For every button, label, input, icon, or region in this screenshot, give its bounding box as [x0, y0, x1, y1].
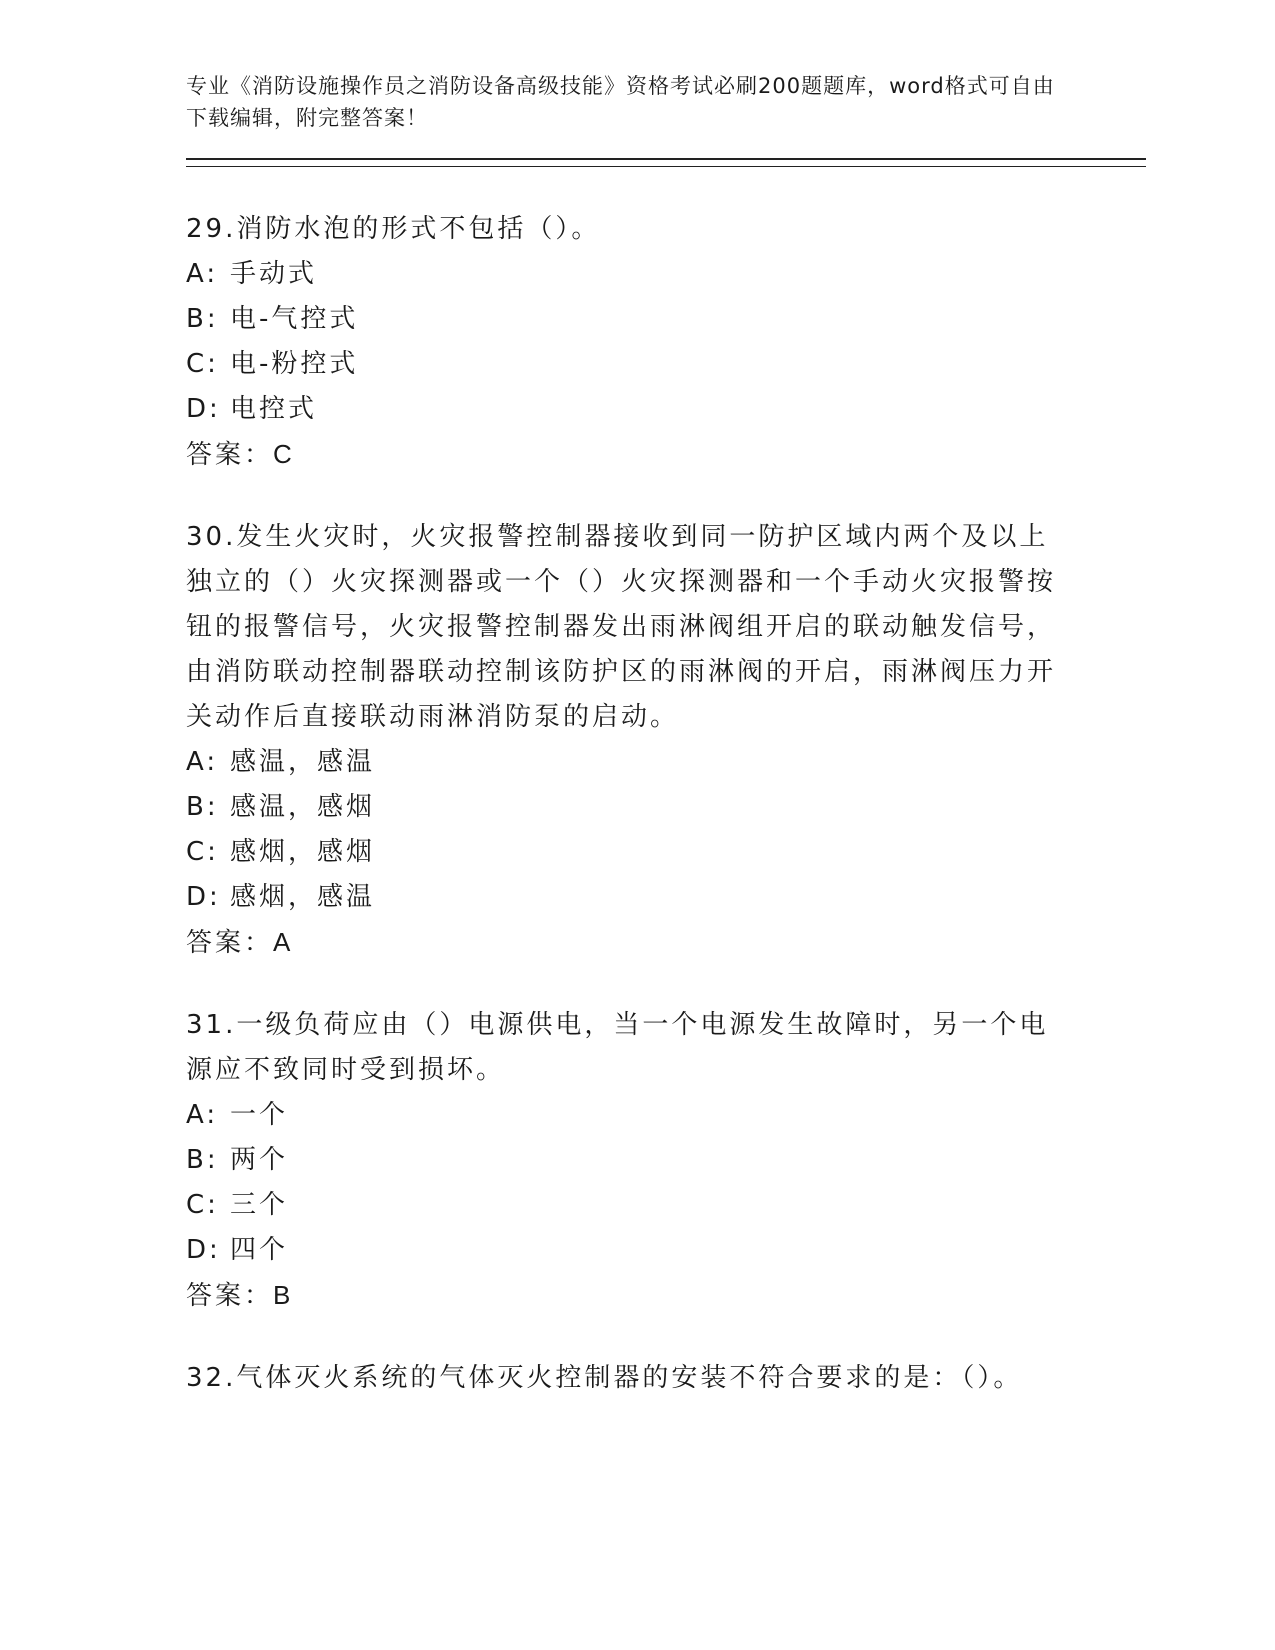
option-d — [186, 1228, 1146, 1273]
option-b — [186, 1138, 1146, 1183]
document-page — [186, 70, 1146, 1439]
option-text: 一个 — [230, 1100, 289, 1130]
question-stem: 29.消防水泡的形式不包括（）。 — [186, 214, 601, 244]
option-text: 电-粉控式 — [230, 349, 359, 379]
question-stem: 31.一级负荷应由（）电源供电，当一个电源发生故障时，另一个电源应不致同时受到损坏。 — [186, 1010, 1049, 1085]
option-letter: B: — [186, 304, 219, 334]
option-letter: A: — [186, 259, 219, 289]
question-30 — [186, 515, 1146, 965]
answer-line: 答案：C — [186, 439, 295, 469]
option-letter: A: — [186, 747, 219, 777]
option-letter: C: — [186, 837, 219, 867]
option-letter: B: — [186, 1145, 219, 1175]
option-letter: A: — [186, 1100, 219, 1130]
option-text: 感温，感温 — [230, 747, 376, 777]
option-text: 感温，感烟 — [230, 792, 376, 822]
option-a — [186, 740, 1146, 785]
option-letter: D: — [186, 882, 221, 912]
option-text: 三个 — [230, 1190, 289, 1220]
question-stem: 32.气体灭火系统的气体灭火控制器的安装不符合要求的是：（）。 — [186, 1363, 1023, 1393]
option-d — [186, 875, 1146, 920]
option-a — [186, 252, 1146, 297]
answer-line: 答案：A — [186, 927, 294, 957]
option-c — [186, 1183, 1146, 1228]
question-29 — [186, 207, 1146, 477]
option-text: 手动式 — [230, 259, 318, 289]
option-letter: C: — [186, 1190, 219, 1220]
question-list — [186, 207, 1146, 1401]
option-letter: B: — [186, 792, 219, 822]
option-text: 两个 — [230, 1145, 289, 1175]
option-text: 感烟，感烟 — [230, 837, 376, 867]
question-31 — [186, 1003, 1146, 1318]
option-b — [186, 297, 1146, 342]
option-letter: D: — [186, 1235, 221, 1265]
question-32 — [186, 1356, 1146, 1401]
option-letter: D: — [186, 394, 221, 424]
document-header: 专业《消防设施操作员之消防设备高级技能》资格考试必刷200题题库，word格式可自由下载编辑，附完整答案！ — [186, 74, 1055, 130]
question-stem: 30.发生火灾时，火灾报警控制器接收到同一防护区域内两个及以上独立的（）火灾探测器或一个（）火灾探测器和一个手动火灾报警按钮的报警信号，火灾报警控制器发出雨淋阀组开启的联动触发信号，由消防联动控制器联动控制该防护区的雨淋阀的开启，雨淋阀压力开关动作后直接联动雨淋消防泵的启动。 — [186, 522, 1057, 732]
option-b — [186, 785, 1146, 830]
option-text: 电控式 — [230, 394, 318, 424]
option-text: 感烟，感温 — [230, 882, 376, 912]
option-d — [186, 387, 1146, 432]
option-text: 四个 — [230, 1235, 289, 1265]
option-text: 电-气控式 — [230, 304, 359, 334]
option-letter: C: — [186, 349, 219, 379]
option-c — [186, 830, 1146, 875]
answer-line: 答案：B — [186, 1280, 294, 1310]
header-divider — [186, 158, 1146, 167]
option-c — [186, 342, 1146, 387]
option-a — [186, 1093, 1146, 1138]
